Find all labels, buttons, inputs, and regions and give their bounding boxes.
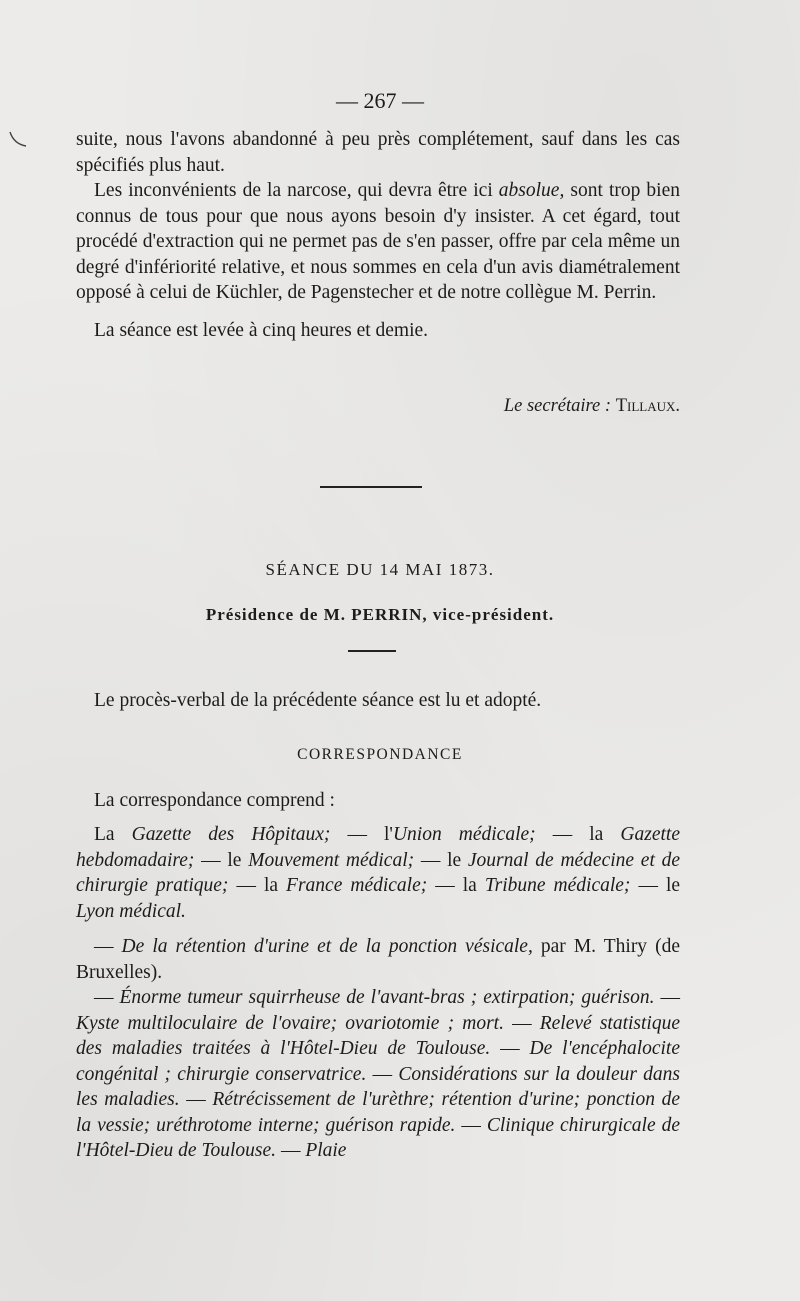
plain-text: — — [654, 987, 680, 1008]
short-divider — [348, 650, 396, 652]
secretary-signature — [400, 396, 680, 417]
session-title: SÉANCE DU 14 MAI 1873. — [265, 560, 495, 579]
italic-title: De la rétention d'urine et de la ponction vésicale, — [121, 936, 533, 957]
italic-title: Gazette hebdomadaire; — [76, 824, 680, 871]
plain-text: — la — [535, 824, 621, 845]
plain-text: La — [94, 824, 132, 845]
paragraph-continuation: suite, nous l'avons abandonné à peu près complétement, sauf dans les cas spécifiés plus haut. — [76, 129, 680, 176]
plain-text: — — [490, 1038, 530, 1059]
correspondence-heading: CORRESPONDANCE — [297, 746, 463, 763]
italic-title: Rétrécissement de l'urèthre; rétention d'urine; ponction de la vessie; uréthrotome interne; guérison rapide. — [76, 1089, 681, 1136]
italic-title: Clinique chirurgicale de l'Hôtel-Dieu de Toulouse. — [76, 1114, 680, 1161]
italic-title: De l'encéphalocite congénital ; chirurgie conservatrice. — [76, 1038, 681, 1085]
plain-text: — — [94, 987, 120, 1008]
plain-text: — — [276, 1140, 306, 1161]
plain-text: — — [455, 1114, 487, 1136]
correspondence-body — [76, 822, 680, 1164]
italic-title: Union médicale; — [392, 824, 536, 845]
plain-text: — la — [228, 875, 287, 896]
plain-text: — — [179, 1089, 213, 1110]
plain-text: — le — [414, 849, 468, 871]
italic-title: Journal de médecine et de chirurgie pratique; — [76, 849, 681, 896]
italic-title: Considérations sur la douleur dans les maladies. — [76, 1063, 680, 1110]
plain-text: — la — [427, 875, 485, 896]
correspondence-intro: La correspondance comprend : — [94, 790, 335, 811]
paragraph-narcosis: Les inconvénients de la narcose, qui devra être ici absolue, sont trop bien connus de tous pour que nous ayons besoin d'y insister. A cet égard, tout procédé d'extraction qui ne permet pas de s'en passer, offre par cela même un degré d'infériorité relative, et nous sommes en cela d'un avis diamétralement opposé à celui de Küchler, de Pagenstecher et de notre collègue M. Perrin. — [76, 180, 680, 303]
works-list-paragraph — [76, 985, 680, 1164]
italic-title: Plaie — [305, 1140, 347, 1161]
plain-text: — l' — [330, 824, 393, 845]
plain-text: par M. Thiry (de Bruxelles). — [76, 936, 680, 983]
signature-label: Le secrétaire : — [503, 396, 612, 416]
plain-text: — le — [194, 849, 249, 871]
italic-title: France médicale; — [286, 875, 428, 896]
margin-mark-icon — [8, 130, 28, 150]
plain-text: — — [366, 1063, 399, 1085]
paragraph-closing: La séance est levée à cinq heures et demie. — [94, 319, 429, 341]
section-divider — [320, 486, 422, 488]
plain-text: — — [503, 1012, 540, 1034]
italic-title: Énorme tumeur squirrheuse de l'avant-bras ; extirpation; guérison. — [119, 987, 655, 1008]
plain-text: — — [94, 936, 122, 957]
top-text — [76, 127, 680, 343]
italic-title: Tribune médicale; — [484, 875, 631, 896]
presidency-line: Présidence de M. PERRIN, vice-président. — [205, 605, 555, 624]
retention-paragraph — [76, 934, 680, 985]
italic-title: Mouvement médical; — [248, 849, 415, 871]
italic-title: Lyon médical. — [76, 900, 186, 922]
italic-title: Relevé statistique des maladies traitées à l'Hôtel-Dieu de Toulouse. — [76, 1012, 680, 1059]
page-number: — 267 — — [336, 88, 424, 113]
italic-title: Kyste multiloculaire de l'ovaire; ovariotomie ; mort. — [76, 1012, 504, 1034]
italic-title: Gazette des Hôpitaux; — [131, 824, 331, 845]
proces-verbal: Le procès-verbal de la précédente séance est lu et adopté. — [94, 690, 542, 711]
journals-paragraph — [76, 822, 680, 924]
plain-text: — le — [630, 875, 681, 896]
signature-name: Tillaux. — [615, 396, 680, 416]
